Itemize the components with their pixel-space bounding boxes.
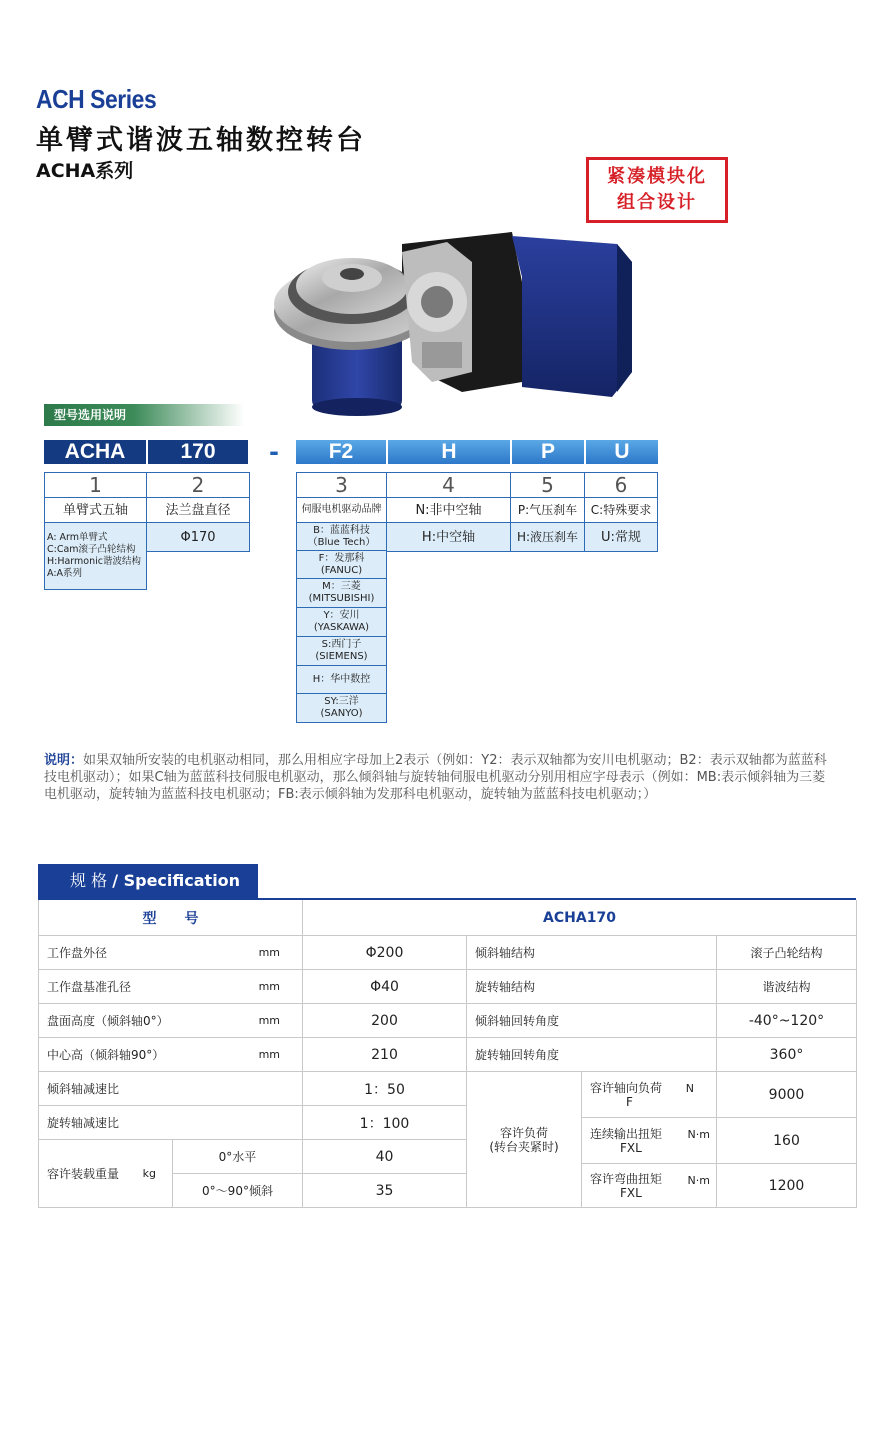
option-fanuc-en: (FANUC) — [320, 564, 363, 576]
code-series: ACHA — [44, 440, 146, 464]
feature-stamp — [586, 157, 728, 223]
spec-load-horizontal-value: 40 — [303, 1140, 467, 1174]
option-harmonic: H:Harmonic谐波结构 — [47, 556, 141, 567]
option-huazhong — [296, 665, 387, 694]
option-siemens-en: (SIEMENS) — [315, 651, 368, 662]
spec-row-label: 中心高（倾斜轴90°） mm — [39, 1038, 303, 1072]
spec-load-tilt-label: 0°～90°倾斜 — [173, 1174, 303, 1208]
spec-row-value: Φ40 — [303, 970, 467, 1004]
option-sanyo-en: (SANYO) — [320, 708, 363, 719]
selection-title: 型号选用说明 — [44, 404, 244, 426]
spec-tab — [38, 864, 258, 898]
spec-bending-value: 1200 — [717, 1164, 857, 1208]
option-hollow: H:中空轴 — [386, 522, 511, 552]
spec-row-label: 盘面高度（倾斜轴0°） mm — [39, 1004, 303, 1038]
spec-row-label-2: 倾斜轴回转角度 — [467, 1004, 717, 1038]
spec-tilt-ratio-label: 倾斜轴减速比 — [39, 1072, 303, 1106]
option-yaskawa-cn: Y：安川 — [323, 610, 360, 621]
spec-rot-ratio-label: 旋转轴减速比 — [39, 1106, 303, 1140]
stamp-line-2: 组合设计 — [617, 192, 697, 213]
option-siemens-cn: S:西门子 — [321, 639, 362, 650]
option-yaskawa — [296, 607, 387, 637]
option-arm: A: Arm单臂式 — [47, 532, 108, 543]
allowable-load-l2: (转台夹紧时) — [489, 1139, 559, 1154]
page-title: 单臂式谐波五轴数控转台 — [36, 125, 366, 156]
position-3: 3 — [296, 472, 387, 498]
allowable-load-l1: 容许负荷 — [499, 1125, 548, 1140]
page-subtitle: ACHA系列 — [36, 160, 134, 182]
option-fanuc-cn: F：发那科 — [318, 552, 365, 564]
code-hollow: H — [388, 440, 510, 464]
spec-load-tilt-value: 35 — [303, 1174, 467, 1208]
position-6: 6 — [584, 472, 658, 498]
option-a-series: A:A系列 — [47, 568, 83, 579]
option-flange-170: Φ170 — [146, 522, 250, 552]
code-flange: 170 — [148, 440, 248, 464]
option-mitsubishi-en: (MITSUBISHI) — [308, 593, 375, 604]
header-brake: P:气压刹车 — [510, 497, 585, 523]
option-sanyo-cn: SY:三洋 — [324, 696, 359, 707]
option-bluetech-en: （Blue Tech） — [307, 536, 376, 548]
position-4: 4 — [386, 472, 511, 498]
header-hollow: N:非中空轴 — [386, 497, 511, 523]
spec-tab-en: / Specification — [112, 871, 241, 890]
product-image — [272, 222, 642, 418]
spec-bending-label: 容许弯曲扭矩 FXL N·m — [582, 1164, 717, 1208]
position-2: 2 — [146, 472, 250, 498]
spec-rot-ratio-value: 1：100 — [303, 1106, 467, 1140]
selection-note — [44, 752, 828, 803]
series-title: ACH Series — [36, 84, 157, 114]
option-bluetech-cn: B：蓝蓝科技 — [313, 524, 370, 536]
option-cam: C:Cam滚子凸轮结构 — [47, 544, 136, 555]
option-siemens — [296, 636, 387, 666]
header-special: C:特殊要求 — [584, 497, 658, 523]
option-mitsubishi — [296, 578, 387, 608]
option-mitsubishi-cn: M：三菱 — [322, 581, 361, 592]
spec-row-value-2: -40°~120° — [717, 1004, 857, 1038]
spec-allowable-load — [467, 1072, 582, 1208]
option-yaskawa-en: (YASKAWA) — [313, 622, 370, 633]
note-text: 如果双轴所安装的电机驱动相同，那么用相应字母加上2表示（例如：Y2：表示双轴都为安川电机驱动；B2：表示双轴都为蓝蓝科技电机驱动）；如果C轴为蓝蓝科技伺服电机驱动，那么倾斜轴与旋转轴伺服电机驱动分别用相应字母表示（例如：MB:表示倾斜轴为三菱电机驱动，旋转轴为蓝蓝科技电机驱动；FB:表示倾斜轴为发那科电机驱动，旋转轴为蓝蓝科技电机驱动；） — [44, 753, 827, 802]
spec-row-label-2: 旋转轴结构 — [467, 970, 717, 1004]
code-motor: F2 — [296, 440, 386, 464]
code-special: U — [586, 440, 658, 464]
spec-row-label: 工作盘外径 mm — [39, 936, 303, 970]
spec-tab-cn: 规 格 — [70, 871, 113, 890]
option-sanyo — [296, 693, 387, 723]
option-fanuc — [296, 550, 387, 579]
position-5: 5 — [510, 472, 585, 498]
spec-row-value-2: 谐波结构 — [717, 970, 857, 1004]
spec-torque-value: 160 — [717, 1118, 857, 1164]
spec-row-label: 工作盘基准孔径 mm — [39, 970, 303, 1004]
spec-row-value-2: 滚子凸轮结构 — [717, 936, 857, 970]
spec-torque-label: 连续输出扭矩 FXL N·m — [582, 1118, 717, 1164]
header-flange: 法兰盘直径 — [146, 497, 250, 523]
option-hydraulic: H:液压刹车 — [510, 522, 585, 552]
series-options — [44, 522, 147, 590]
code-dash: - — [269, 438, 279, 466]
spec-model-label: 型 号 — [39, 900, 303, 936]
code-brake: P — [512, 440, 584, 464]
option-bluetech — [296, 522, 387, 551]
spec-load-horizontal-label: 0°水平 — [173, 1140, 303, 1174]
header-series: 单臂式五轴 — [44, 497, 147, 523]
position-1: 1 — [44, 472, 147, 498]
spec-row-label-2: 旋转轴回转角度 — [467, 1038, 717, 1072]
spec-axial-load-label: 容许轴向负荷 F N — [582, 1072, 717, 1118]
header-motor: 伺服电机驱动品牌 — [296, 497, 387, 523]
option-huazhong-cn: H：华中数控 — [312, 673, 371, 685]
spec-row-value-2: 360° — [717, 1038, 857, 1072]
spec-model-value: ACHA170 — [303, 900, 857, 936]
spec-row-value: Φ200 — [303, 936, 467, 970]
spec-row-value: 200 — [303, 1004, 467, 1038]
spec-table — [38, 900, 856, 1208]
stamp-line-1: 紧凑模块化 — [607, 166, 707, 187]
spec-row-label-2: 倾斜轴结构 — [467, 936, 717, 970]
note-label: 说明： — [44, 753, 84, 768]
spec-axial-load-value: 9000 — [717, 1072, 857, 1118]
spec-row-value: 210 — [303, 1038, 467, 1072]
option-regular: U:常规 — [584, 522, 658, 552]
spec-tilt-ratio-value: 1：50 — [303, 1072, 467, 1106]
spec-load-label: 容许装载重量 kg — [39, 1140, 173, 1208]
